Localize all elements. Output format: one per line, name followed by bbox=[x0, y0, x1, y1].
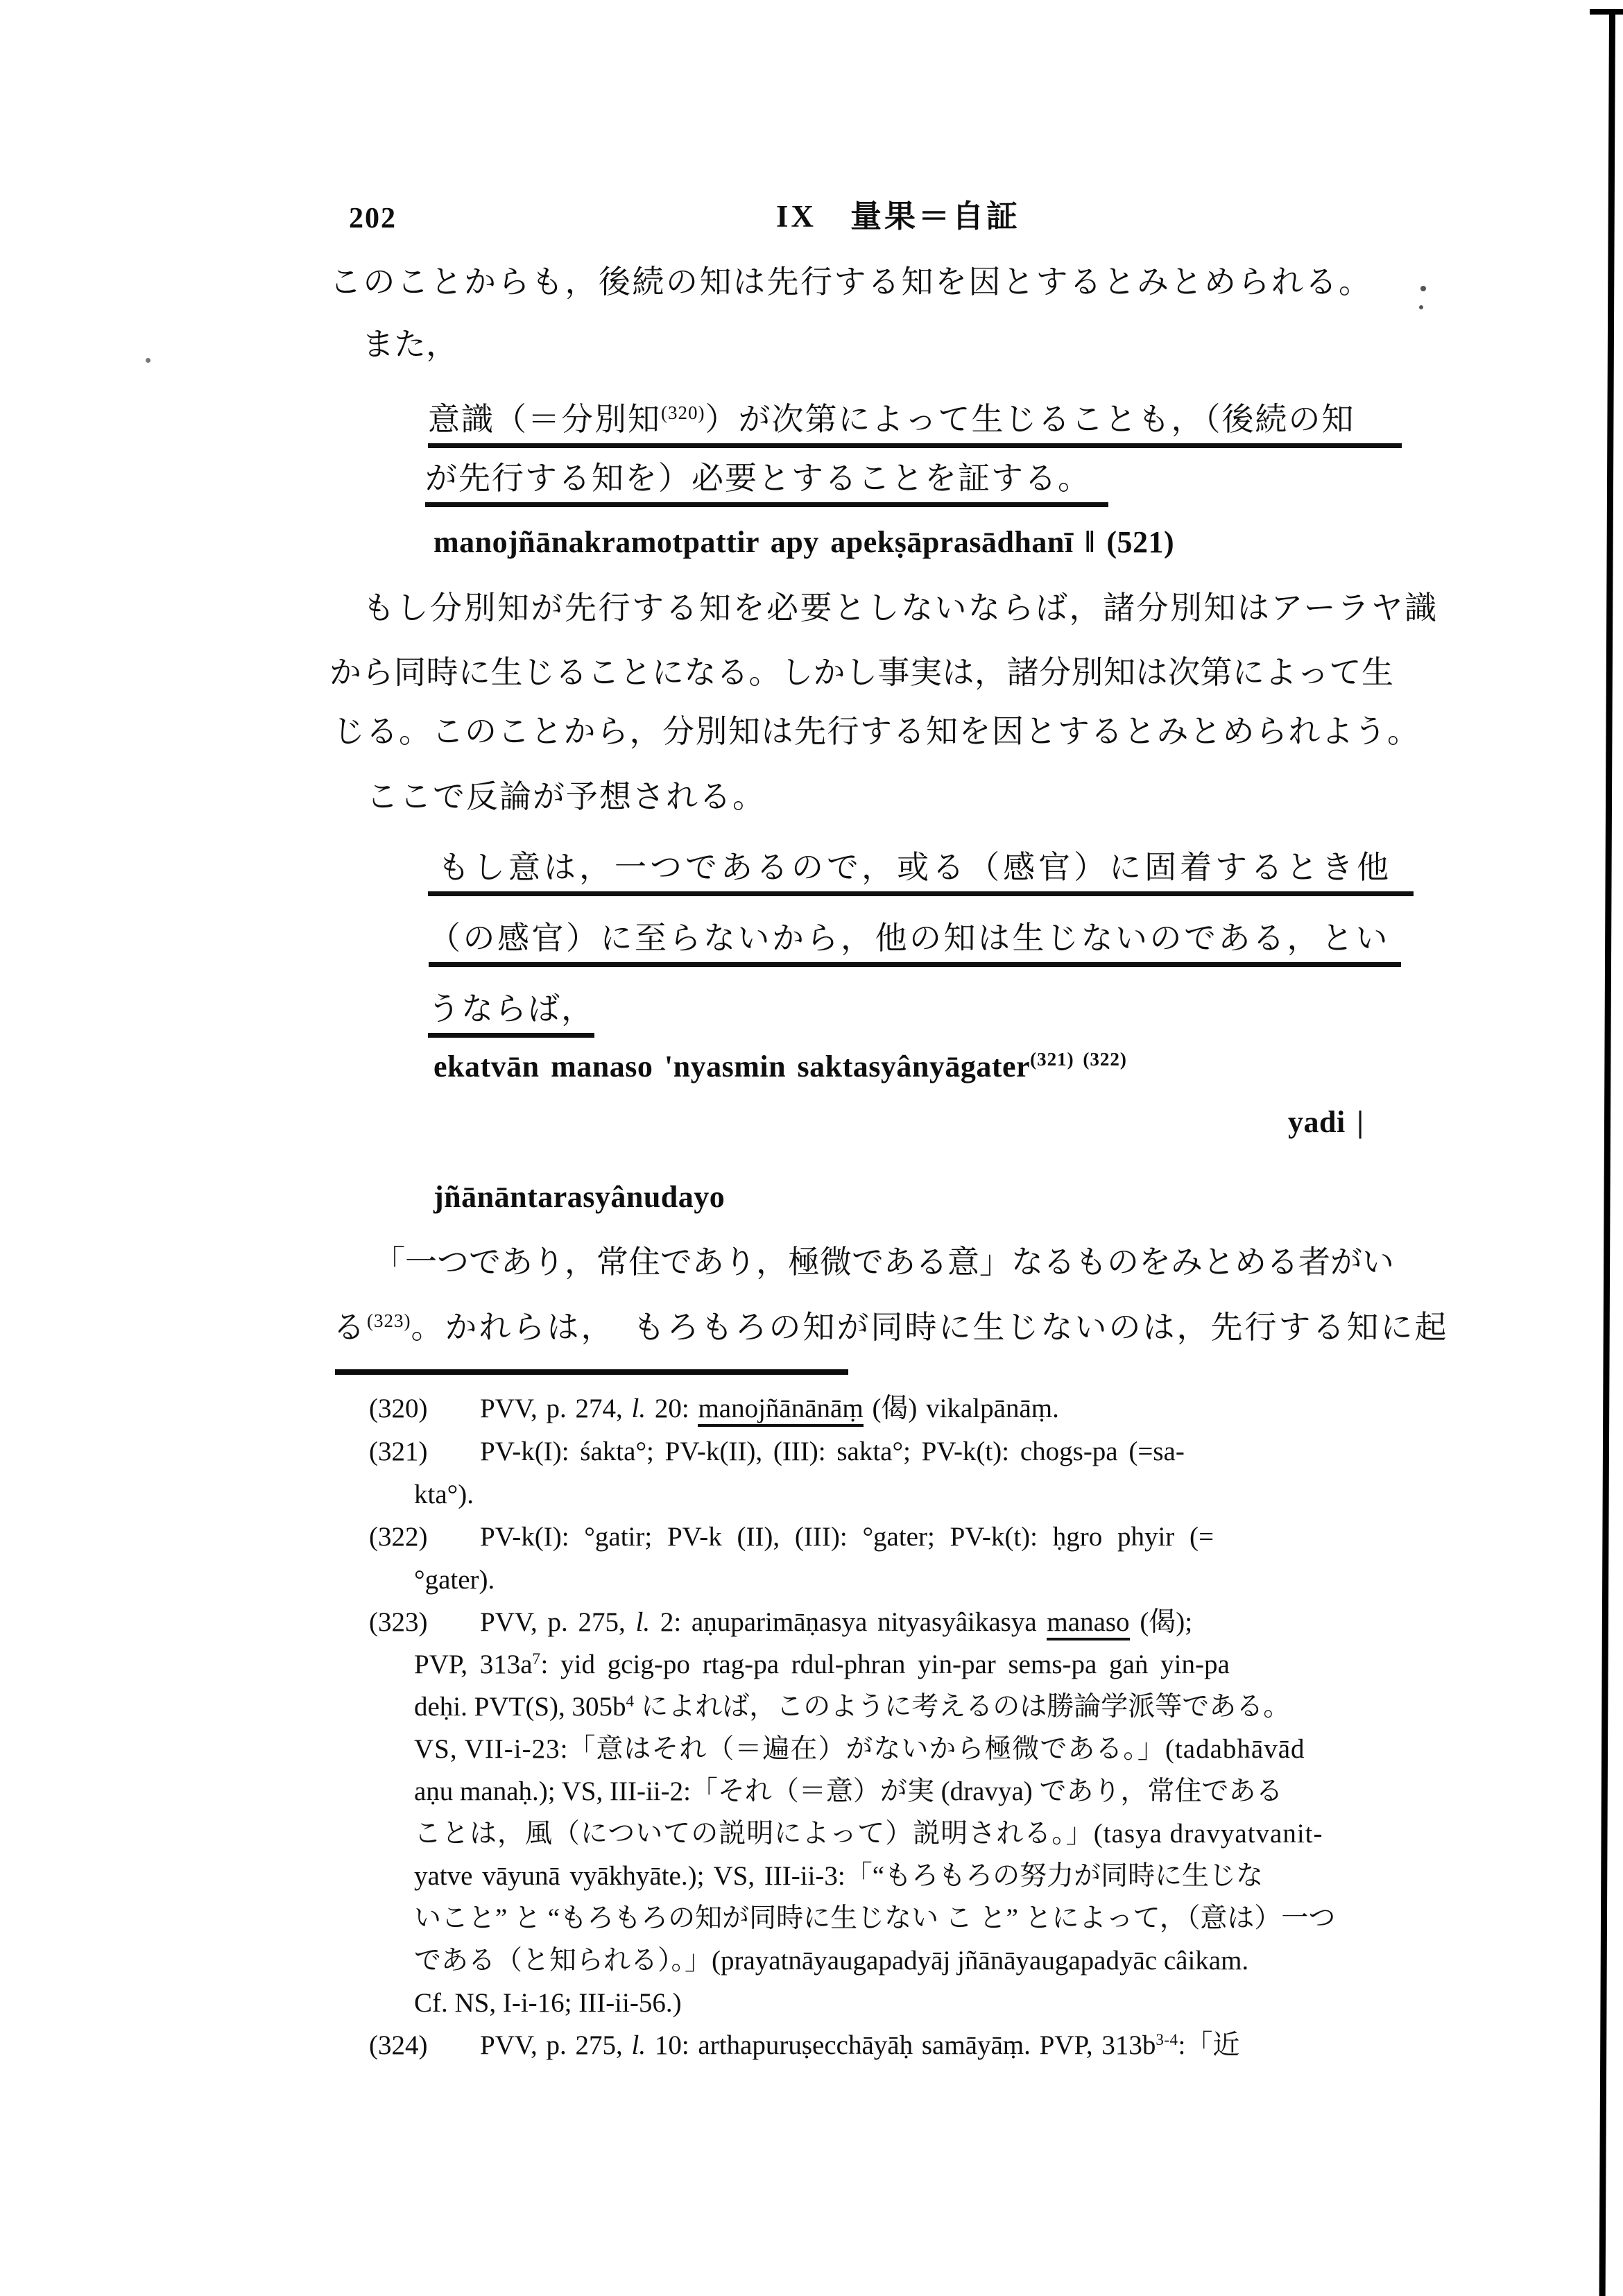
footnote-321-cont: kta°). bbox=[414, 1480, 474, 1509]
footnote-text-italic: l. bbox=[635, 1607, 651, 1637]
quote-line: （の感官）に至らないから，他の知は生じないのである，とい bbox=[429, 920, 1401, 967]
footnote-ref-321-322: (321) (322) bbox=[1030, 1049, 1127, 1070]
footnote-text bbox=[480, 2030, 1239, 2060]
footnote-label: (321) bbox=[369, 1437, 428, 1466]
footnote-323 bbox=[369, 1607, 1192, 1638]
footnote-separator-rule bbox=[335, 1369, 848, 1375]
sanskrit-verse-line: jñānāntarasyânudayo bbox=[433, 1180, 725, 1214]
footnote-323-line7: yatve vāyunā vyākhyāte.); VS, III-ii-3:「“もろもろの努力が同時に生じな bbox=[414, 1861, 1264, 1891]
quote-line: うならば， bbox=[428, 991, 594, 1038]
footnote-text bbox=[480, 1607, 1192, 1637]
footnote-text: (偈); bbox=[1129, 1607, 1193, 1637]
footnote-text: によれば，このように考えるのは勝論学派等である。 bbox=[634, 1692, 1291, 1722]
sanskrit-verse-line bbox=[433, 1049, 1127, 1085]
footnote-text-underlined: manojñānānāṃ bbox=[698, 1394, 863, 1427]
footnote-label: (323) bbox=[369, 1607, 428, 1637]
body-line: じる。このことから，分別知は先行する知を因とするとみとめられよう。 bbox=[333, 714, 1420, 749]
footnote-text: (偈) vikalpānāṃ. bbox=[863, 1394, 1059, 1423]
footnote-text-italic: l. bbox=[631, 2030, 646, 2060]
footnote-text: : yid gcig-po rtag-pa rdul-phran yin-par sems-pa gaṅ yin-pa bbox=[540, 1650, 1230, 1679]
quote-line: もし意は，一つであるので，或る（感官）に固着するとき他 bbox=[428, 849, 1414, 896]
footnote-323-line5: aṇu manaḥ.); VS, III-ii-2:「それ（＝意）が実 (dravya) であり，常住である bbox=[414, 1776, 1283, 1806]
footnote-label: (324) bbox=[369, 2030, 428, 2060]
footnote-superscript: 3-4 bbox=[1156, 2031, 1178, 2048]
scan-speck bbox=[146, 358, 151, 363]
footnote-superscript: 4 bbox=[626, 1693, 635, 1710]
quote-text: 意識（＝分別知 bbox=[428, 402, 661, 437]
footnote-text: PVV, p. 275, bbox=[480, 2030, 632, 2060]
scan-speck bbox=[1419, 305, 1423, 309]
footnote-text-italic: l. bbox=[631, 1394, 646, 1423]
sanskrit-verse-521: manojñānakramotpattir apy apekṣāprasādhanī ‖ (521) bbox=[433, 525, 1175, 559]
footnote-320 bbox=[369, 1393, 1059, 1425]
running-head-title: IX 量果＝自証 bbox=[776, 199, 1021, 234]
quote-text: ）が次第によって生じることも，（後続の知 bbox=[705, 402, 1355, 437]
body-line: また， bbox=[362, 327, 458, 362]
footnote-text: PV-k(I): °gatir; PV-k (II), (III): °gater; PV-k(t): ḥgro phyir (= bbox=[480, 1522, 1214, 1552]
footnote-321 bbox=[369, 1436, 1185, 1468]
sanskrit-text: ekatvān manaso 'nyasmin saktasyânyāgater bbox=[433, 1050, 1031, 1083]
footnote-text: :「近 bbox=[1178, 2030, 1240, 2060]
footnote-text-underlined: manaso bbox=[1047, 1607, 1129, 1640]
scan-gutter-line bbox=[1599, 11, 1615, 2296]
footnote-ref-320: (320) bbox=[661, 402, 705, 423]
footnote-text: 2: aṇuparimāṇasya nityasyâikasya bbox=[650, 1607, 1047, 1637]
footnote-322 bbox=[369, 1521, 1214, 1553]
footnote-323-line2 bbox=[414, 1649, 1230, 1681]
footnote-323-line9: である（と知られる）。」(prayatnāyaugapadyāj jñānāyaugapadyāc câikam. bbox=[414, 1946, 1249, 1976]
footnote-324 bbox=[369, 2030, 1239, 2062]
footnote-text: deḥi. PVT(S), 305b bbox=[414, 1692, 626, 1722]
footnote-text: 20: bbox=[646, 1394, 698, 1423]
footnote-text bbox=[480, 1394, 1059, 1423]
quote-line bbox=[428, 401, 1402, 448]
footnote-text: PVV, p. 275, bbox=[480, 1607, 636, 1637]
footnote-323-line4: VS, VII-i-23:「意はそれ（＝遍在）がないから極微である。」(tadabhāvād bbox=[414, 1734, 1305, 1764]
body-line: このことからも，後続の知は先行する知を因とするとみとめられる。 bbox=[329, 264, 1373, 300]
body-line: 「一つであり，常住であり，極微である意」なるものをみとめる者がい bbox=[373, 1244, 1394, 1280]
body-text: る bbox=[333, 1310, 367, 1345]
body-line bbox=[333, 1309, 1448, 1346]
footnote-superscript: 7 bbox=[532, 1650, 541, 1668]
body-text: 。かれらは， もろもろの知が同時に生じないのは，先行する知に起 bbox=[411, 1310, 1449, 1345]
footnote-ref-323: (323) bbox=[367, 1310, 411, 1331]
footnote-label: (320) bbox=[369, 1394, 428, 1423]
footnote-text: 10: arthapuruṣecchāyāḥ samāyāṃ. PVP, 313b bbox=[646, 2030, 1156, 2060]
body-line: もし分別知が先行する知を必要としないならば，諸分別知はアーラヤ識 bbox=[363, 590, 1439, 626]
footnote-323-line8: いこと” と “もろもろの知が同時に生じない こ と” とによって，（意は）一つ bbox=[414, 1903, 1336, 1933]
footnote-text: PV-k(I): śakta°; PV-k(II), (III): sakta°; PV-k(t): chogs-pa (=sa- bbox=[480, 1437, 1185, 1466]
footnote-label: (322) bbox=[369, 1522, 428, 1552]
sanskrit-verse-line: yadi | bbox=[1288, 1105, 1364, 1139]
body-line: ここで反論が予想される。 bbox=[366, 779, 766, 814]
footnote-323-line3 bbox=[414, 1691, 1290, 1723]
body-line: から同時に生じることになる。しかし事実は，諸分別知は次第によって生 bbox=[329, 655, 1394, 690]
footnote-text: PVP, 313a bbox=[414, 1650, 533, 1679]
footnote-text: PVV, p. 274, bbox=[480, 1394, 632, 1423]
scan-speck bbox=[1420, 286, 1426, 291]
quote-line: が先行する知を）必要とすることを証する。 bbox=[425, 460, 1108, 507]
footnote-322-cont: °gater). bbox=[414, 1565, 495, 1595]
footnote-323-line10: Cf. NS, I-i-16; III-ii-56.) bbox=[414, 1988, 682, 2018]
scan-gutter-cap bbox=[1590, 9, 1623, 15]
page-number: 202 bbox=[349, 203, 397, 234]
footnote-323-line6: ことは，風（についての説明によって）説明される。」(tasya dravyatvanit- bbox=[414, 1819, 1323, 1849]
